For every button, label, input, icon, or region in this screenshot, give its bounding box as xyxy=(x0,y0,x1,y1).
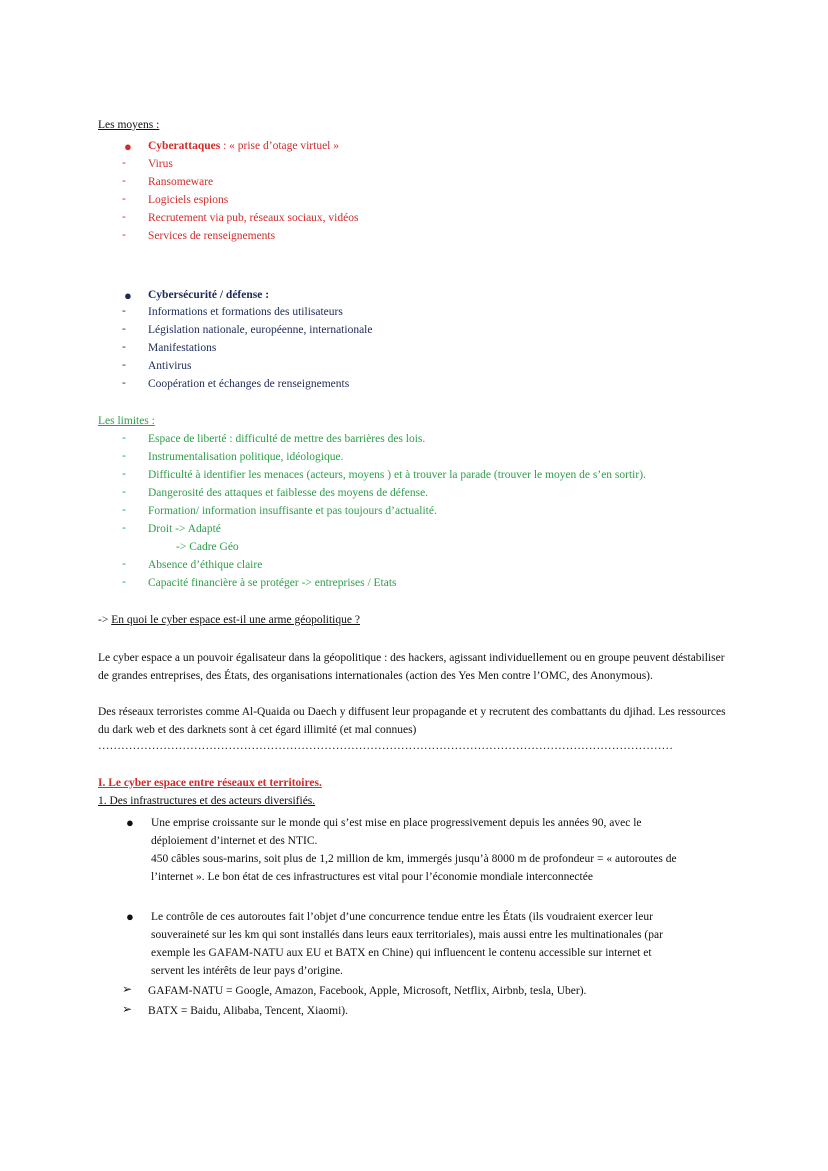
cyberattaques-subtitle: : « prise d’otage virtuel » xyxy=(220,140,340,152)
question-line xyxy=(98,613,360,628)
dash-icon: - xyxy=(122,193,126,205)
list-sub-item: -> Cadre Géo xyxy=(176,541,239,553)
list-item: Virus xyxy=(148,158,173,170)
dotted-line: …………………………………………………………………………………………………………………………………… xyxy=(98,740,673,752)
dash-icon: - xyxy=(122,558,126,570)
arrow-item: GAFAM-NATU = Google, Amazon, Facebook, Apple, Microsoft, Netflix, Airbnb, tesla, Uber). xyxy=(148,985,587,997)
paragraph: Le cyber espace a un pouvoir égalisateur dans la géopolitique : des hackers, agissant individuellement ou en groupe peuvent déstabiliser de grandes entreprises, des États, des organisations internationales (action des Yes Men contre l’OMC, des Anonymous). xyxy=(98,652,725,682)
limites-heading: Les limites : xyxy=(98,415,155,427)
arrow-item: BATX = Baidu, Alibaba, Tencent, Xiaomi). xyxy=(148,1005,348,1017)
list-item: Législation nationale, européenne, internationale xyxy=(148,324,373,336)
list-item: Recrutement via pub, réseaux sociaux, vidéos xyxy=(148,212,359,224)
dash-icon: - xyxy=(122,323,126,335)
list-item: Droit -> Adapté xyxy=(148,523,221,535)
arrow-bullet-icon: ➢ xyxy=(122,1002,133,1016)
bullet-icon: ● xyxy=(124,139,132,154)
bullet-line: servent les intérêts de leur pays d’origine. xyxy=(151,965,343,977)
list-item: Logiciels espions xyxy=(148,194,229,206)
question-text: En quoi le cyber espace est-il une arme géopolitique ? xyxy=(111,614,360,626)
list-item: Espace de liberté : difficulté de mettre des barrières des lois. xyxy=(148,433,426,445)
bullet-line: l’internet ». Le bon état de ces infrastructures est vital pour l’économie mondiale interconnectée xyxy=(151,871,593,883)
dash-icon: - xyxy=(122,504,126,516)
list-item: Coopération et échanges de renseignements xyxy=(148,378,350,390)
bullet-icon: ● xyxy=(126,909,134,924)
list-item: Difficulté à identifier les menaces (acteurs, moyens ) et à trouver la parade (trouver le moyen de s’en sortir). xyxy=(148,469,646,481)
dash-icon: - xyxy=(122,341,126,353)
list-item: Absence d’éthique claire xyxy=(148,559,263,571)
dash-icon: - xyxy=(122,359,126,371)
arrow-bullet-icon: ➢ xyxy=(122,982,133,996)
dash-icon: - xyxy=(122,486,126,498)
bullet-line: Le contrôle de ces autoroutes fait l’objet d’une concurrence tendue entre les États (ils voudraient exercer leur xyxy=(151,911,653,923)
bullet-line: déploiement d’internet et des NTIC. xyxy=(151,835,318,847)
dash-icon: - xyxy=(122,305,126,317)
bullet-line: Une emprise croissante sur le monde qui s’est mise en place progressivement depuis les années 90, avec le xyxy=(151,817,642,829)
dash-icon: - xyxy=(122,468,126,480)
list-item: Antivirus xyxy=(148,360,192,372)
list-item: Dangerosité des attaques et faiblesse des moyens de défense. xyxy=(148,487,429,499)
list-item: Ransomeware xyxy=(148,176,214,188)
bullet-line: souveraineté sur les km qui sont installés dans leurs eaux territoriales), mais aussi entre les multinationales (par xyxy=(151,929,663,941)
section-title: I. Le cyber espace entre réseaux et territoires. xyxy=(98,777,322,789)
dash-icon: - xyxy=(122,522,126,534)
list-item: Formation/ information insuffisante et pas toujours d’actualité. xyxy=(148,505,437,517)
bullet-line: exemple les GAFAM-NATU aux EU et BATX en Chine) qui influencent le contenu accessible sur internet et xyxy=(151,947,652,959)
bullet-icon: ● xyxy=(126,815,134,830)
dash-icon: - xyxy=(122,175,126,187)
list-item: Services de renseignements xyxy=(148,230,276,242)
section-subtitle: 1. Des infrastructures et des acteurs diversifiés. xyxy=(98,795,316,807)
dash-icon: - xyxy=(122,211,126,223)
cyberattaques-title: Cyberattaques xyxy=(148,140,221,152)
moyens-heading: Les moyens : xyxy=(98,119,160,131)
list-item: Informations et formations des utilisateurs xyxy=(148,306,343,318)
cyberattaques-heading xyxy=(148,139,339,154)
dash-icon: - xyxy=(122,377,126,389)
cybersecurite-title: Cybersécurité / défense : xyxy=(148,289,270,301)
question-arrow: -> xyxy=(98,614,112,626)
dash-icon: - xyxy=(122,432,126,444)
paragraph: Des réseaux terroristes comme Al-Quaida ou Daech y diffusent leur propagande et y recrutent des combattants du djihad. Les ressources du dark web et des darknets sont à cet égard illimité (et mal connues) xyxy=(98,706,726,736)
dash-icon: - xyxy=(122,450,126,462)
bullet-line: 450 câbles sous-marins, soit plus de 1,2 million de km, immergés jusqu’à 8000 m de profondeur = « autoroutes de xyxy=(151,853,677,865)
bullet-icon: ● xyxy=(124,288,132,303)
dash-icon: - xyxy=(122,157,126,169)
list-item: Instrumentalisation politique, idéologique. xyxy=(148,451,344,463)
list-item: Manifestations xyxy=(148,342,217,354)
dash-icon: - xyxy=(122,229,126,241)
list-item: Capacité financière à se protéger -> entreprises / Etats xyxy=(148,577,397,589)
dash-icon: - xyxy=(122,576,126,588)
